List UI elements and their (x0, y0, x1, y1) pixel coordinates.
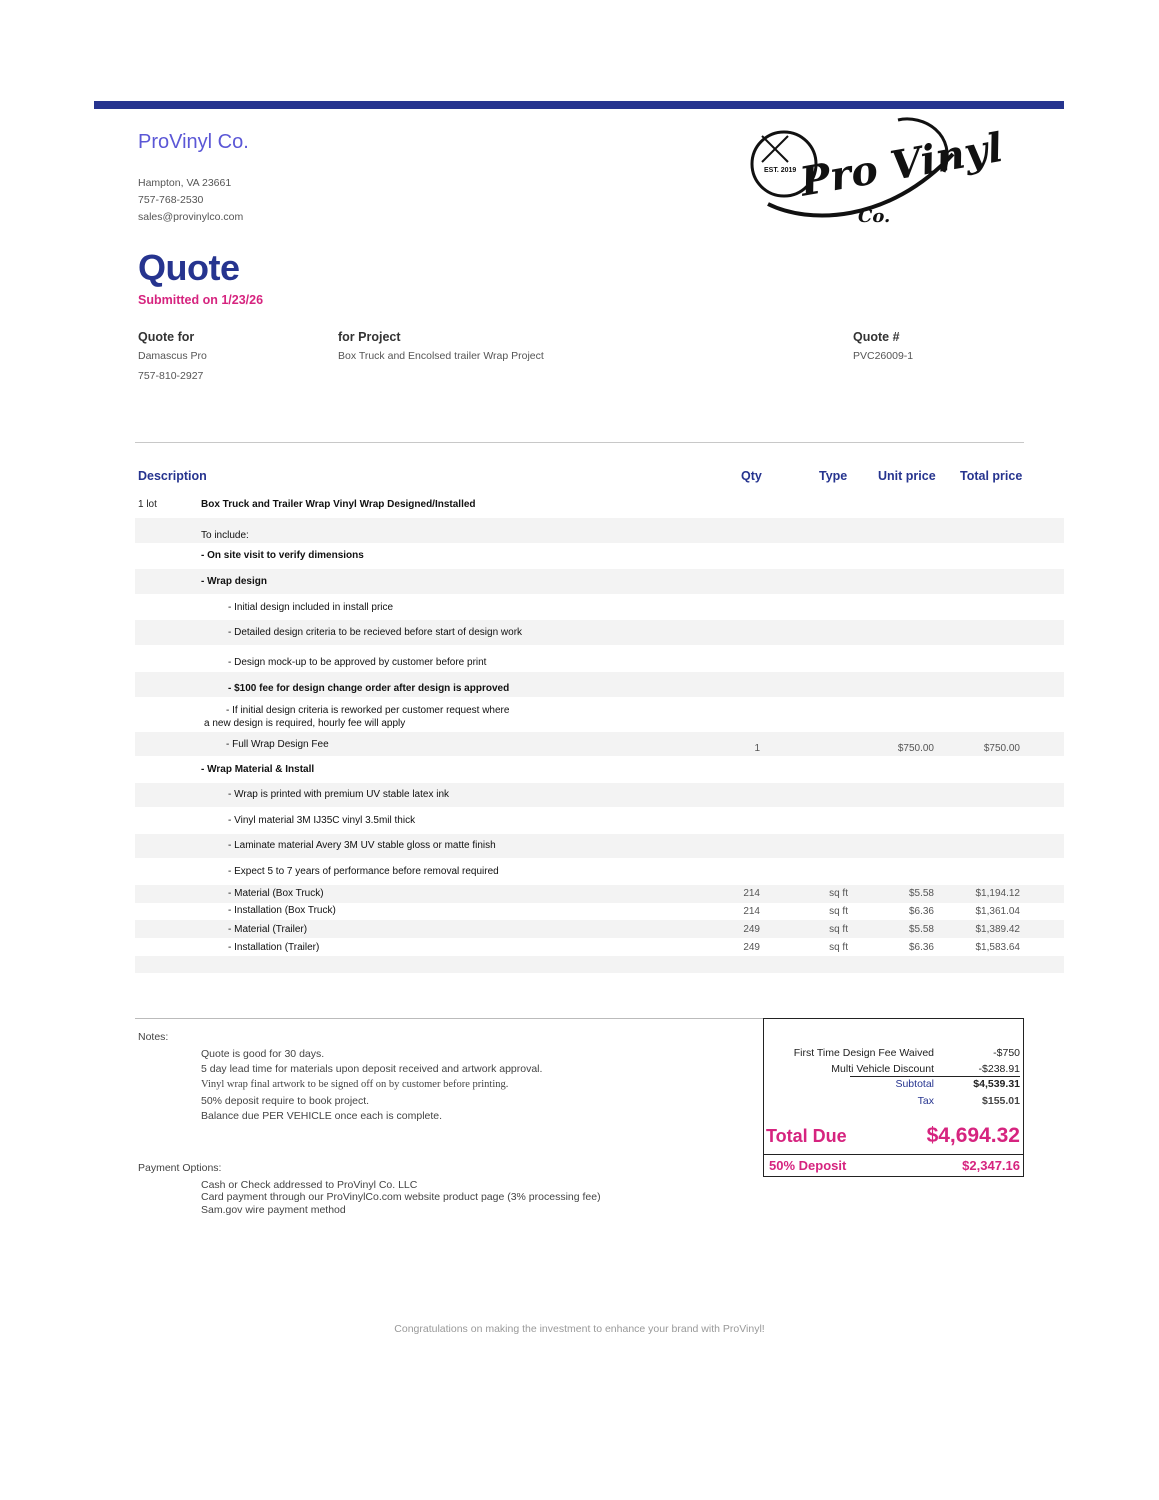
priced-row-total: $1,361.04 (975, 906, 1020, 917)
payment-option: Cash or Check addressed to ProVinyl Co. LLC (201, 1179, 418, 1191)
logo-co-text: Co. (858, 206, 891, 227)
design-fee-waived-label: First Time Design Fee Waived (793, 1047, 934, 1059)
note-line: Quote is good for 30 days. (201, 1048, 325, 1060)
tax-value: $155.01 (982, 1095, 1020, 1107)
priced-row-total: $1,389.42 (975, 924, 1020, 935)
tax-label: Tax (917, 1095, 934, 1107)
quote-for-label: Quote for (138, 330, 195, 344)
design-detail: - Detailed design criteria to be recieved before start of design work (228, 627, 523, 638)
company-name: ProVinyl Co. (138, 131, 249, 153)
top-accent-bar (94, 101, 1064, 109)
notes-label: Notes: (138, 1031, 169, 1043)
priced-row-type: sq ft (829, 906, 848, 917)
logo-est-text: EST. 2019 (764, 167, 797, 174)
priced-row-unit-price: $5.58 (908, 924, 934, 935)
design-fee-qty: 1 (754, 743, 760, 754)
deposit-value: $2,347.16 (962, 1158, 1020, 1173)
note-line: Balance due PER VEHICLE once each is complete. (201, 1110, 443, 1122)
logo-script-text: Pro Vinyl (796, 123, 1007, 206)
client-phone: 757-810-2927 (138, 370, 204, 382)
design-change-fee: - $100 fee for design change order after design is approved (228, 683, 510, 694)
material-detail: - Wrap is printed with premium UV stable latex ink (228, 789, 450, 800)
material-detail: - Expect 5 to 7 years of performance before removal required (228, 866, 499, 877)
total-due-value: $4,694.32 (926, 1124, 1020, 1147)
design-rework-line-1: - If initial design criteria is reworked per customer request where (226, 705, 510, 716)
note-line: 5 day lead time for materials upon deposit received and artwork approval. (201, 1063, 543, 1075)
row-band (135, 518, 1064, 543)
wrap-design-heading: - Wrap design (201, 576, 267, 587)
material-detail: - Vinyl material 3M IJ35C vinyl 3.5mil thick (228, 815, 416, 826)
note-line: Vinyl wrap final artwork to be signed off on by customer before printing. (201, 1079, 509, 1090)
priced-row-unit-price: $6.36 (908, 906, 934, 917)
design-fee-unit-price: $750.00 (897, 743, 934, 754)
priced-row-total: $1,583.64 (975, 942, 1020, 953)
header-divider (135, 442, 1024, 443)
column-description: Description (138, 469, 207, 483)
design-fee-waived-value: -$750 (993, 1047, 1020, 1059)
footer-message: Congratulations on making the investment to enhance your brand with ProVinyl! (394, 1323, 765, 1335)
document-title: Quote (138, 247, 240, 288)
site-visit-item: - On site visit to verify dimensions (201, 550, 364, 561)
lot-quantity: 1 lot (138, 499, 157, 510)
payment-option: Card payment through our ProVinylCo.com website product page (3% processing fee) (201, 1191, 601, 1203)
design-fee-description: - Full Wrap Design Fee (226, 739, 329, 750)
total-due-label: Total Due (766, 1126, 847, 1146)
design-detail: - Design mock-up to be approved by customer before print (228, 657, 487, 668)
priced-row-description: - Material (Trailer) (228, 924, 308, 935)
priced-row-qty: 249 (743, 942, 760, 953)
priced-row-description: - Installation (Trailer) (228, 942, 320, 953)
column-type: Type (819, 469, 848, 483)
priced-row-type: sq ft (829, 888, 848, 899)
design-detail: - Initial design included in install price (228, 602, 394, 613)
project-label: for Project (338, 330, 401, 344)
project-name: Box Truck and Encolsed trailer Wrap Project (338, 350, 544, 362)
company-logo (748, 114, 1007, 232)
row-band (135, 956, 1064, 973)
quote-number: PVC26009-1 (853, 350, 914, 362)
multi-vehicle-discount-value: -$238.91 (978, 1063, 1020, 1075)
priced-row-description: - Material (Box Truck) (228, 888, 324, 899)
column-qty: Qty (741, 469, 762, 483)
material-detail: - Laminate material Avery 3M UV stable gloss or matte finish (228, 840, 496, 851)
deposit-rule (764, 1154, 1023, 1155)
company-address: Hampton, VA 23661 (138, 177, 232, 189)
priced-row-total: $1,194.12 (975, 888, 1020, 899)
priced-row-unit-price: $6.36 (908, 942, 934, 953)
subtotal-label: Subtotal (895, 1078, 934, 1090)
column-total-price: Total price (960, 469, 1023, 483)
quote-number-label: Quote # (853, 330, 900, 344)
client-name: Damascus Pro (138, 350, 207, 362)
priced-row-unit-price: $5.58 (908, 888, 934, 899)
payment-option: Sam.gov wire payment method (201, 1204, 346, 1216)
row-band (135, 569, 1064, 594)
payment-options-label: Payment Options: (138, 1162, 222, 1174)
deposit-label: 50% Deposit (769, 1158, 847, 1173)
to-include-label: To include: (201, 530, 249, 541)
company-phone: 757-768-2530 (138, 194, 204, 206)
subtotal-value: $4,539.31 (973, 1078, 1020, 1090)
priced-row-qty: 214 (743, 888, 760, 899)
priced-row-description: - Installation (Box Truck) (228, 905, 336, 916)
main-item-title: Box Truck and Trailer Wrap Vinyl Wrap Designed/Installed (201, 499, 476, 510)
column-unit-price: Unit price (878, 469, 936, 483)
design-rework-line-2: a new design is required, hourly fee will apply (204, 718, 406, 729)
priced-row-type: sq ft (829, 942, 848, 953)
priced-row-qty: 249 (743, 924, 760, 935)
design-fee-total: $750.00 (983, 743, 1020, 754)
material-install-heading: - Wrap Material & Install (201, 764, 315, 775)
company-email: sales@provinylco.com (138, 211, 244, 223)
submitted-date: Submitted on 1/23/26 (138, 293, 264, 307)
subtotal-rule (850, 1076, 1020, 1077)
priced-row-qty: 214 (743, 906, 760, 917)
note-line: 50% deposit require to book project. (201, 1095, 370, 1107)
multi-vehicle-discount-label: Multi Vehicle Discount (831, 1063, 934, 1075)
priced-row-type: sq ft (829, 924, 848, 935)
